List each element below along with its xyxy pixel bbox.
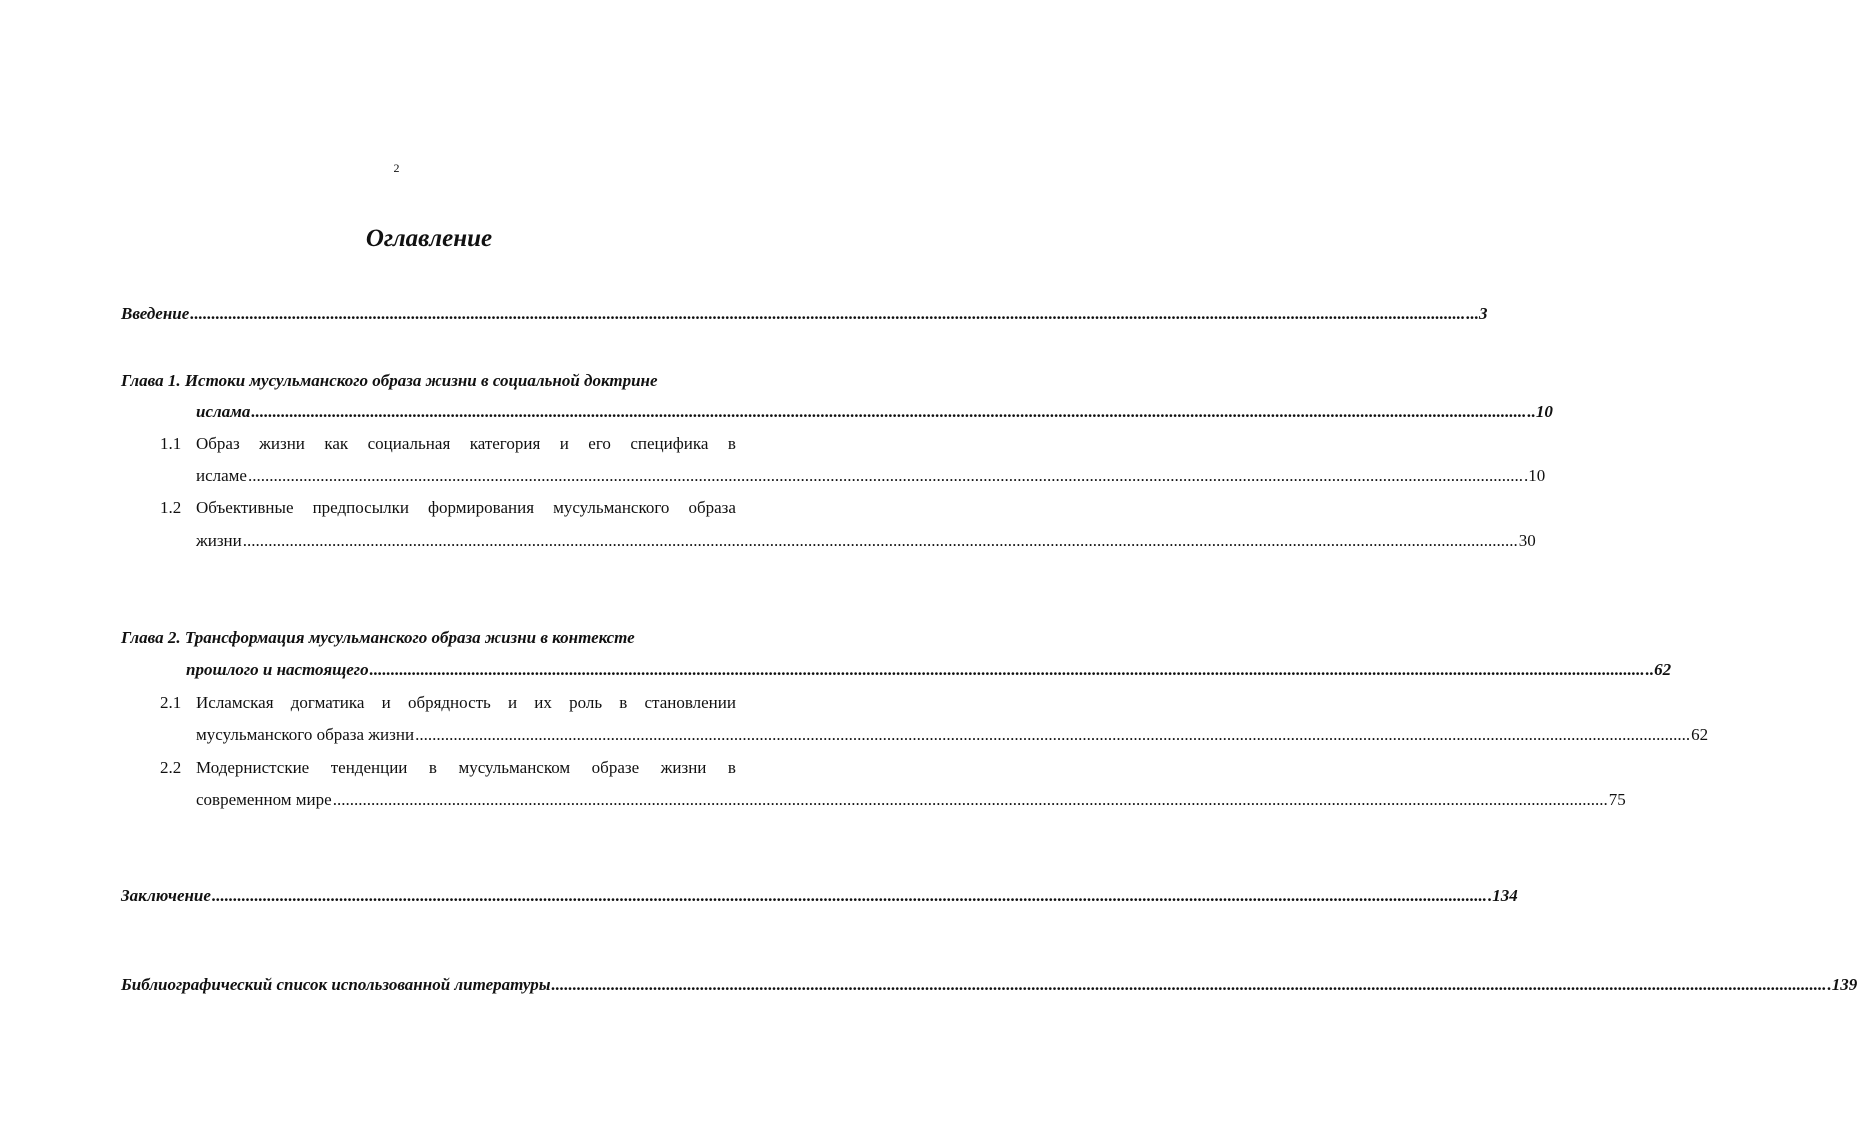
toc-section-number: 1.2	[160, 498, 182, 517]
toc-section-2-1-line1	[196, 692, 736, 714]
toc-word: в	[727, 434, 736, 453]
toc-word: предпосылки	[312, 498, 409, 517]
toc-section-2-1-line2: мусульманского образа жизни	[196, 725, 415, 744]
toc-word: его	[588, 434, 611, 453]
toc-word: категория	[469, 434, 541, 453]
dot-leader: ............................................................................................................................................................................................................................................................................................................	[415, 725, 1691, 744]
toc-chapter2-title: Глава 2. Трансформация мусульманского образа жизни в контексте	[121, 628, 635, 647]
toc-word: и	[559, 434, 569, 453]
toc-section-1-1-page: .10	[1523, 466, 1546, 485]
toc-section-number: 1.1	[160, 434, 182, 453]
toc-word: мусульманском	[458, 758, 571, 777]
toc-word: обрядность	[407, 693, 491, 712]
toc-conclusion-label: Заключение	[121, 886, 211, 905]
dot-leader: ............................................................................................................................................................................................................................................................................................................	[251, 402, 1527, 421]
dot-leader: ............................................................................................................................................................................................................................................................................................................	[190, 304, 1466, 323]
toc-entry-conclusion	[121, 885, 1518, 907]
toc-intro-label: Введение	[121, 304, 190, 323]
toc-entry-bibliography	[121, 974, 1857, 996]
toc-bibliography-label: Библиографический список использованной литературы	[121, 975, 551, 994]
toc-word: Исламская	[196, 693, 274, 712]
toc-word: жизни	[259, 434, 305, 453]
toc-word: Объективные	[196, 498, 294, 517]
toc-chapter1-page: ..10	[1527, 402, 1553, 421]
toc-word: образе	[591, 758, 640, 777]
toc-section-1-2-page: 30	[1518, 531, 1536, 550]
toc-word: Образ	[196, 434, 240, 453]
toc-section-2-2-page: 75	[1608, 790, 1626, 809]
toc-section-1-1-line1	[196, 433, 736, 455]
toc-chapter1-title-cont: ислама	[196, 402, 251, 421]
toc-section-1-1-line2: исламе	[196, 466, 247, 485]
dot-leader: ............................................................................................................................................................................................................................................................................................................	[247, 466, 1523, 485]
toc-bibliography-page: .139	[1827, 975, 1857, 994]
toc-section-2-2-line1	[196, 757, 736, 779]
toc-section-number: 2.2	[160, 758, 182, 777]
toc-section-1-2-line2: жизни	[196, 531, 242, 550]
toc-section-1-2-line1	[196, 497, 736, 519]
toc-entry-section-1-1	[196, 465, 1546, 487]
toc-word: в	[727, 758, 736, 777]
toc-word: жизни	[660, 758, 707, 777]
toc-word: их	[534, 693, 552, 712]
toc-section-2-2-line2: современном мире	[196, 790, 332, 809]
toc-entry-section-2-2	[196, 789, 1626, 811]
toc-entry-section-1-2	[196, 530, 1536, 552]
toc-entry-section-2-1	[196, 724, 1709, 746]
toc-word: в	[428, 758, 437, 777]
toc-conclusion-page: .134	[1487, 886, 1518, 905]
toc-word: и	[508, 693, 518, 712]
toc-word: формирования	[428, 498, 535, 517]
dot-leader: ............................................................................................................................................................................................................................................................................................................	[369, 660, 1645, 679]
toc-entry-chapter1	[196, 401, 1553, 423]
toc-word: социальная	[367, 434, 451, 453]
toc-intro-page: ...3	[1466, 304, 1488, 323]
toc-section-2-1-page: 62	[1691, 725, 1709, 744]
toc-word: в	[619, 693, 628, 712]
toc-word: догматика	[290, 693, 365, 712]
toc-word: специфика	[630, 434, 709, 453]
toc-entry-intro	[121, 303, 1488, 325]
dot-leader: ............................................................................................................................................................................................................................................................................................................	[332, 790, 1608, 809]
toc-section-number: 2.1	[160, 693, 182, 712]
toc-chapter1-title: Глава 1. Истоки мусульманского образа жизни в социальной доктрине	[121, 371, 658, 390]
toc-word: как	[324, 434, 349, 453]
toc-word: роль	[569, 693, 603, 712]
toc-chapter2-title-cont: прошлого и настоящего	[186, 660, 369, 679]
page-number: 2	[393, 161, 400, 175]
dot-leader: ............................................................................................................................................................................................................................................................................................................	[242, 531, 1518, 550]
toc-word: тенденции	[330, 758, 408, 777]
toc-word: Модернистские	[196, 758, 310, 777]
toc-word: образа	[688, 498, 736, 517]
toc-word: мусульманского	[553, 498, 670, 517]
dot-leader: ............................................................................................................................................................................................................................................................................................................	[211, 886, 1487, 905]
toc-word: становлении	[644, 693, 736, 712]
toc-entry-chapter2	[186, 659, 1672, 681]
dot-leader: ............................................................................................................................................................................................................................................................................................................	[551, 975, 1827, 994]
toc-title: Оглавление	[365, 225, 493, 252]
toc-chapter2-page: ..62	[1645, 660, 1672, 679]
toc-word: и	[381, 693, 391, 712]
